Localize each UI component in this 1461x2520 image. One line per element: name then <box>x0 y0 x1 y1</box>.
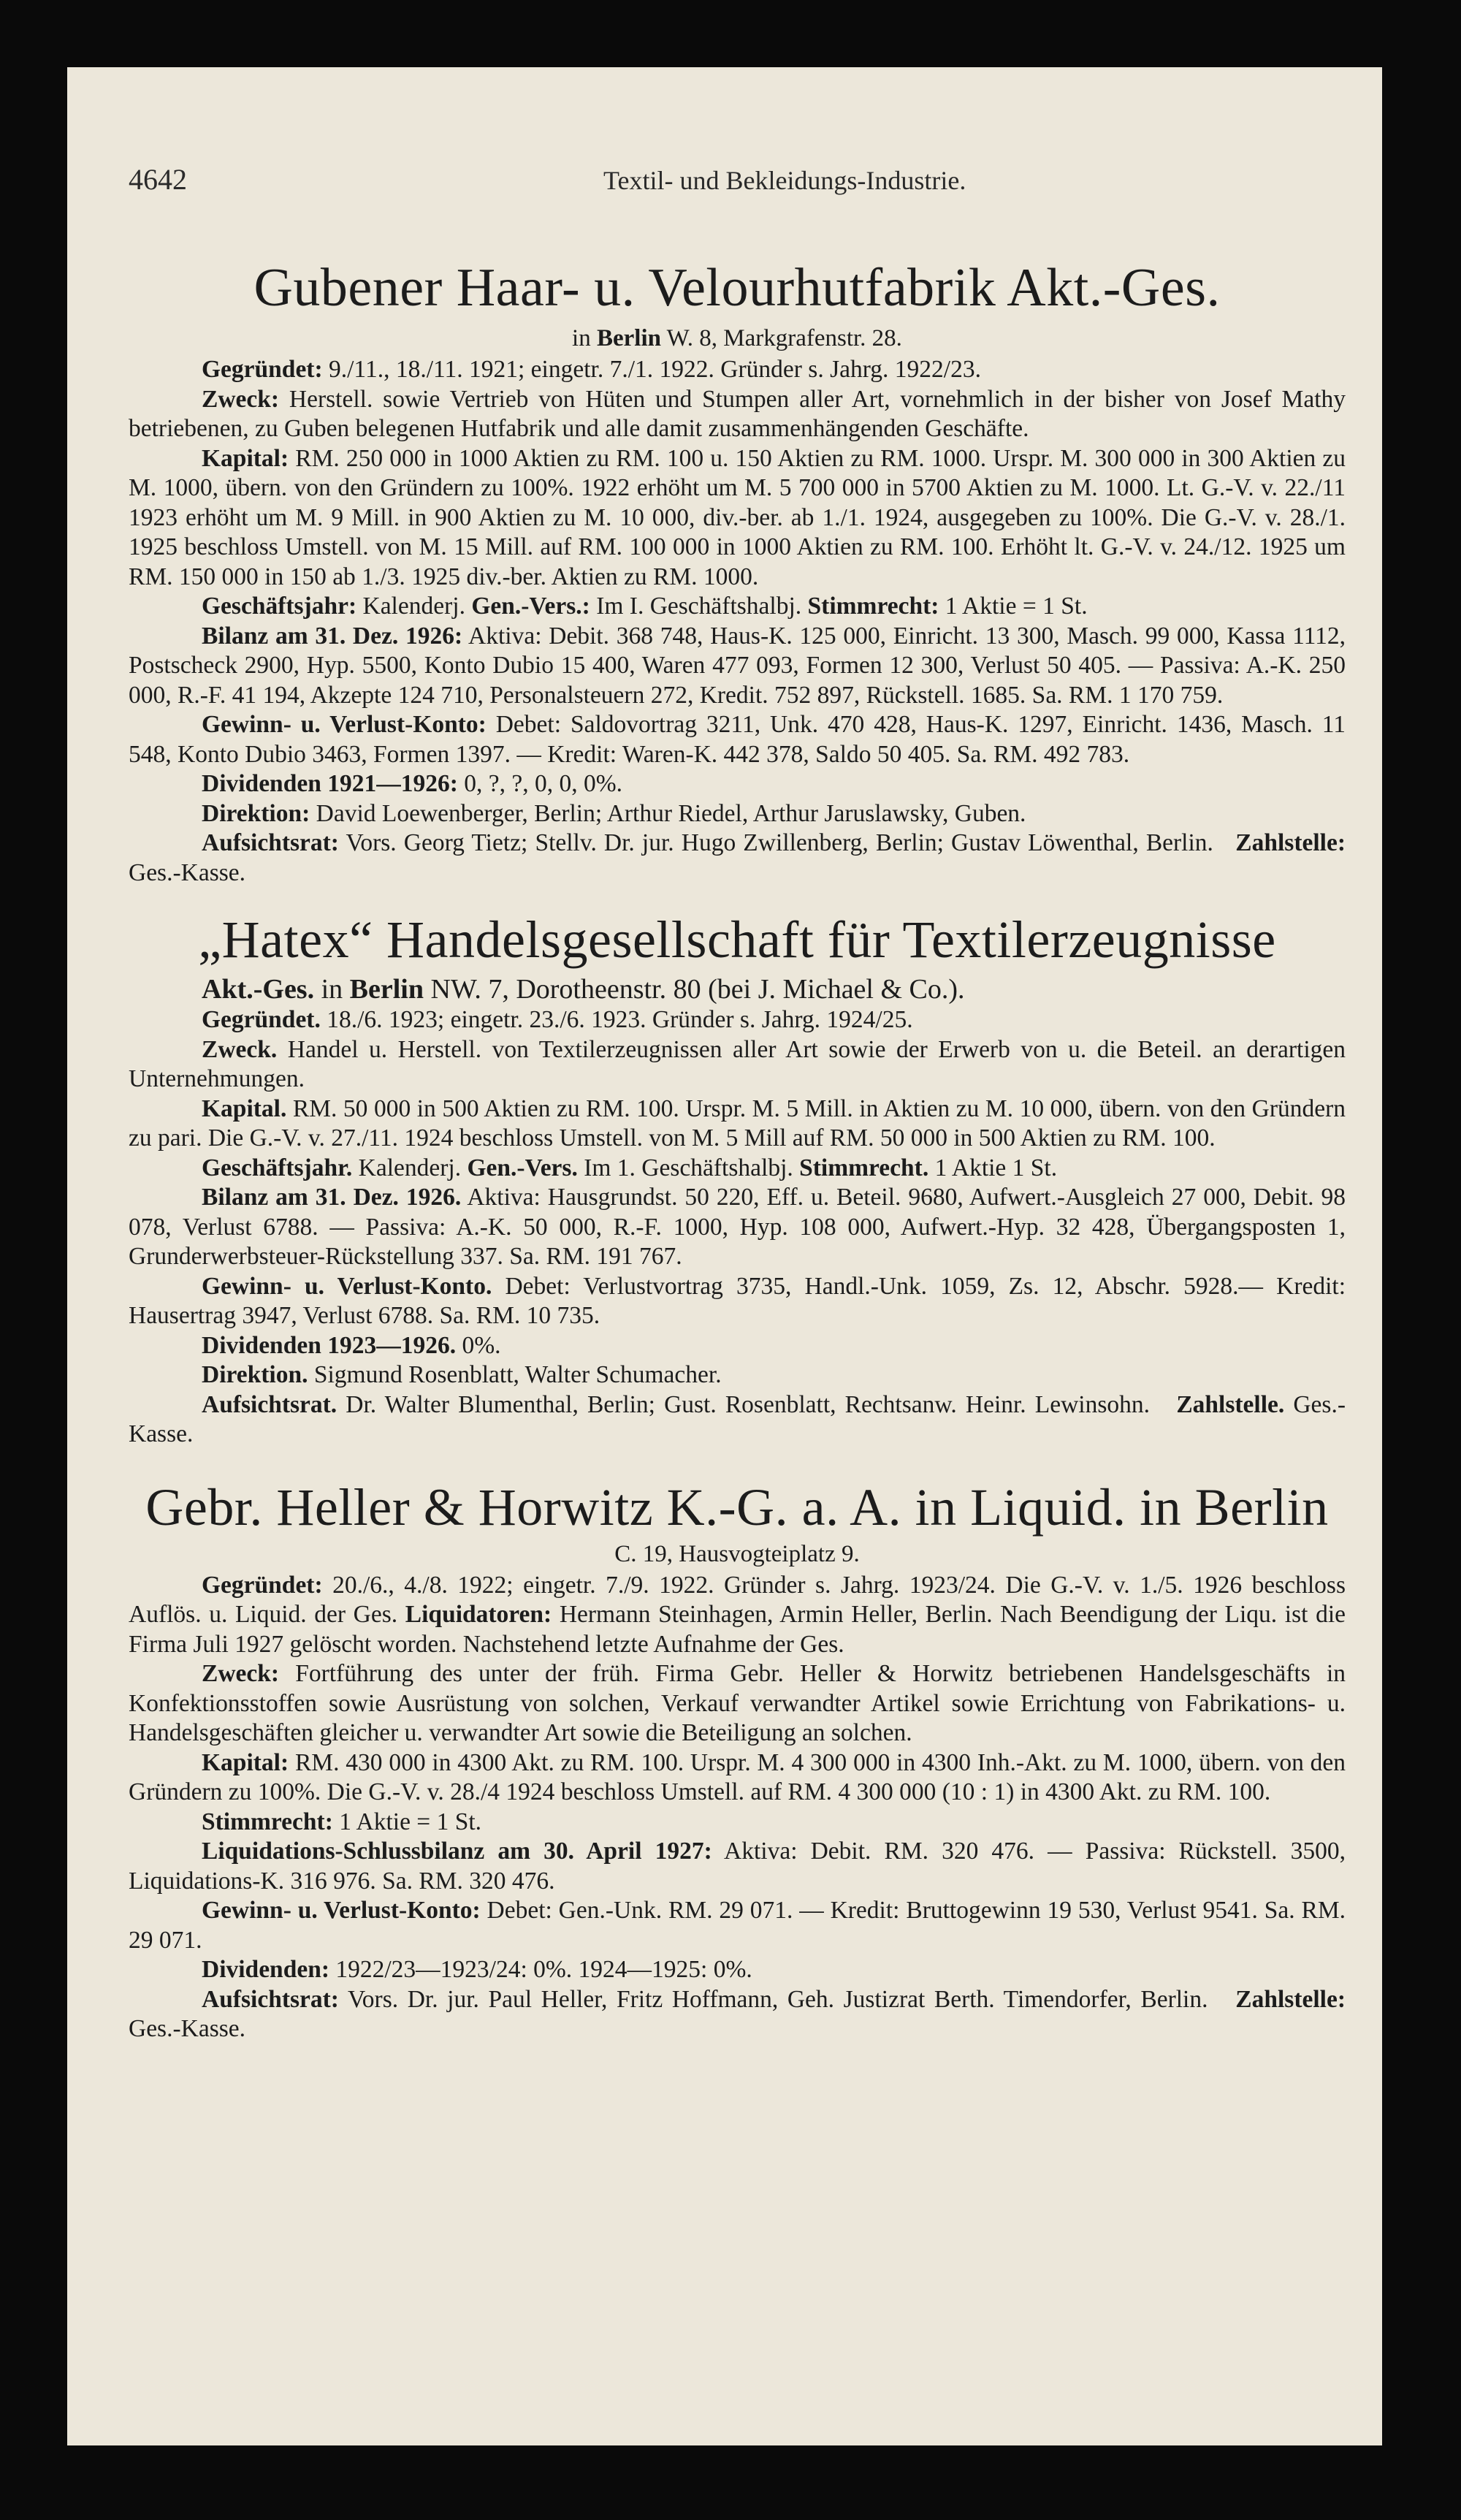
section-gewinn-verlust: Gewinn- u. Verlust-Konto: Debet: Saldovortrag 3211, Unk. 470 428, Haus-K. 1297, Einricht. 1436, Masch. 11 548, Konto Dubio 3463, Formen 1397. — Kredit: Waren-K. 442 378, Saldo 50 405. Sa. RM. 492 783. <box>129 711 1346 768</box>
section-kapital: Kapital. RM. 50 000 in 500 Aktien zu RM. 100. Urspr. M. 5 Mill. in Aktien zu M. 10 000, übern. von den Gründern zu pari. Die G.-V. v. 27./11. 1924 beschloss Umstell. von M. 5 Mill auf RM. 50 000 in 500 Aktien zu RM. 100. <box>129 1095 1346 1151</box>
section-dividenden: Dividenden 1921—1926: 0, ?, ?, 0, 0, 0%. <box>202 770 623 797</box>
company-entry-heller-horwitz <box>129 1477 1346 2044</box>
section-geschaeftsjahr: Geschäftsjahr: Kalenderj. Gen.-Vers.: Im I. Geschäftshalbj. Stimmrecht: 1 Aktie = 1 St. <box>202 593 1088 620</box>
section-direktion: Direktion. Sigmund Rosenblatt, Walter Schumacher. <box>202 1361 722 1388</box>
section-kapital: Kapital: RM. 430 000 in 4300 Akt. zu RM. 100. Urspr. M. 4 300 000 in 4300 Inh.-Akt. zu M. 1000, übern. von den Gründern zu 100%. Die G.-V. v. 28./4 1924 beschloss Umstell. auf RM. 4 300 000 (10 : 1) in 4300 Akt. zu RM. 100. <box>129 1748 1346 1805</box>
section-liquidations-bilanz: Liquidations-Schlussbilanz am 30. April 1927: Aktiva: Debit. RM. 320 476. — Passiva: Rückstell. 3500, Liquidations-K. 316 976. Sa. RM. 320 476. <box>129 1838 1346 1895</box>
running-header <box>129 162 1346 206</box>
section-kapital: Kapital: RM. 250 000 in 1000 Aktien zu RM. 100 u. 150 Aktien zu RM. 1000. Urspr. M. 300 000 in 300 Aktien zu M. 1000, übern. von den Gründern zu 100%. 1922 erhöht um M. 5 700 000 in 5700 Aktien zu M. 1000. Lt. G.-V. v. 22./11 1923 erhöht um M. 9 Mill. in 900 Aktien zu M. 10 000, div.-ber. ab 1./1. 1924, ausgegeben zu 100%. Die G.-V. v. 28./1. 1925 beschloss Umstell. von M. 15 Mill. auf RM. 100 000 in 1000 Aktien zu RM. 100. Erhöht lt. G.-V. v. 24./12. 1925 um RM. 150 000 in 150 ab 1./3. 1925 div.-ber. Aktien zu RM. 1000. <box>129 444 1346 590</box>
running-title: Textil- und Bekleidungs-Industrie. <box>603 166 966 195</box>
section-zweck: Zweck. Handel u. Herstell. von Textilerzeugnissen aller Art sowie der Erwerb von u. die Beteil. an derartigen Unternehmungen. <box>129 1035 1346 1092</box>
section-gegruendet: Gegründet. 18./6. 1923; eingetr. 23./6. 1923. Gründer s. Jahrg. 1924/25. <box>202 1006 913 1033</box>
section-gegruendet: Gegründet: 20./6., 4./8. 1922; eingetr. 7./9. 1922. Gründer s. Jahrg. 1923/24. Die G.-V. v. 1./5. 1926 beschloss Auflös. u. Liquid. der Ges. Liquidatoren: Hermann Steinhagen, Armin Heller, Berlin. Nach Beendigung der Liqu. ist die Firma Juli 1927 gelöscht worden. Nachstehend letzte Aufnahme der Ges. <box>129 1571 1346 1658</box>
section-zweck: Zweck: Herstell. sowie Vertrieb von Hüten und Stumpen aller Art, vornehmlich in der bisher von Josef Mathy betriebenen, zu Guben belegenen Hutfabrik und alle damit zusammenhängenden Geschäfte. <box>129 385 1346 442</box>
section-gewinn-verlust: Gewinn- u. Verlust-Konto. Debet: Verlustvortrag 3735, Handl.-Unk. 1059, Zs. 12, Abschr. 5928.— Kredit: Hausertrag 3947, Verlust 6788. Sa. RM. 10 735. <box>129 1272 1346 1329</box>
section-dividenden: Dividenden 1923—1926. 0%. <box>202 1331 501 1359</box>
entry-city: Berlin <box>596 325 661 351</box>
section-aufsichtsrat: Aufsichtsrat: Vors. Dr. jur. Paul Heller, Fritz Hoffmann, Geh. Justizrat Berth. Timendorfer, Berlin. Zahlstelle: Ges.-Kasse. <box>129 1985 1346 2042</box>
section-gegruendet: Gegründet: 9./11., 18./11. 1921; eingetr. 7./1. 1922. Gründer s. Jahrg. 1922/23. <box>202 356 981 383</box>
section-gewinn-verlust: Gewinn- u. Verlust-Konto: Debet: Gen.-Unk. RM. 29 071. — Kredit: Bruttogewinn 19 530, Verlust 9541. Sa. RM. 29 071. <box>129 1897 1346 1954</box>
section-direktion: Direktion: David Loewenberger, Berlin; Arthur Riedel, Arthur Jaruslawsky, Guben. <box>202 799 1026 827</box>
document-page <box>67 67 1382 2445</box>
section-dividenden: Dividenden: 1922/23—1923/24: 0%. 1924—1925: 0%. <box>202 1956 752 1983</box>
section-bilanz: Bilanz am 31. Dez. 1926. Aktiva: Hausgrundst. 50 220, Eff. u. Beteil. 9680, Aufwert.-Ausgleich 27 000, Debit. 98 078, Verlust 6788. — Passiva: A.-K. 50 000, R.-F. 1000, Hyp. 108 000, Aufwert.-Hyp. 32 428, Übergangsposten 1, Grunderwerbsteuer-Rückstellung 337. Sa. RM. 191 767. <box>129 1184 1346 1270</box>
section-geschaeftsjahr: Geschäftsjahr. Kalenderj. Gen.-Vers. Im 1. Geschäftshalbj. Stimmrecht. 1 Aktie 1 St. <box>202 1154 1058 1181</box>
section-zweck: Zweck: Fortführung des unter der früh. Firma Gebr. Heller & Horwitz betriebenen Handelsgeschäfts in Konfektionsstoffen sowie Ausrüstung von solchen, Verkauf verwandter Artikel sowie Errichtung von Fabrikations- u. Handelsgeschäften gleicher u. verwandter Art sowie die Beteiligung an solchen. <box>129 1660 1346 1746</box>
entry-address: in Berlin W. 8, Markgrafenstr. 28. <box>572 325 902 351</box>
section-stimmrecht: Stimmrecht: 1 Aktie = 1 St. <box>202 1808 482 1835</box>
entry-address: Akt.-Ges. in Berlin NW. 7, Dorotheenstr. 80 (bei J. Michael & Co.). <box>202 974 965 1005</box>
page-number: 4642 <box>129 163 187 196</box>
section-aufsichtsrat: Aufsichtsrat: Vors. Georg Tietz; Stellv. Dr. jur. Hugo Zwillenberg, Berlin; Gustav Löwenthal, Berlin. Zahlstelle: Ges.-Kasse. <box>129 829 1346 886</box>
entry-title: Gubener Haar- u. Velourhutfabrik Akt.-Ges. <box>253 258 1221 318</box>
entry-title: „Hatex“ Handelsgesellschaft für Textilerzeugnisse <box>198 910 1276 969</box>
entry-title: Gebr. Heller & Horwitz K.-G. a. A. in Liquid. in Berlin <box>145 1477 1329 1537</box>
company-entry-gubener <box>129 257 1346 888</box>
section-aufsichtsrat: Aufsichtsrat. Dr. Walter Blumenthal, Berlin; Gust. Rosenblatt, Rechtsanw. Heinr. Lewinsohn. Zahlstelle. Ges.-Kasse. <box>129 1390 1346 1447</box>
entry-city: Berlin <box>349 974 424 1005</box>
section-bilanz: Bilanz am 31. Dez. 1926: Aktiva: Debit. 368 748, Haus-K. 125 000, Einricht. 13 300, Masch. 99 000, Kassa 1112, Postscheck 2900, Hyp. 5500, Konto Dubio 15 400, Waren 477 093, Formen 12 300, Verlust 50 405. — Passiva: A.-K. 250 000, R.-F. 41 194, Akzepte 124 710, Personalsteuern 272, Kredit. 752 897, Rückstell. 1685. Sa. RM. 1 170 759. <box>129 622 1346 709</box>
entry-address: C. 19, Hausvogteiplatz 9. <box>614 1540 860 1567</box>
company-entry-hatex <box>129 910 1346 1450</box>
